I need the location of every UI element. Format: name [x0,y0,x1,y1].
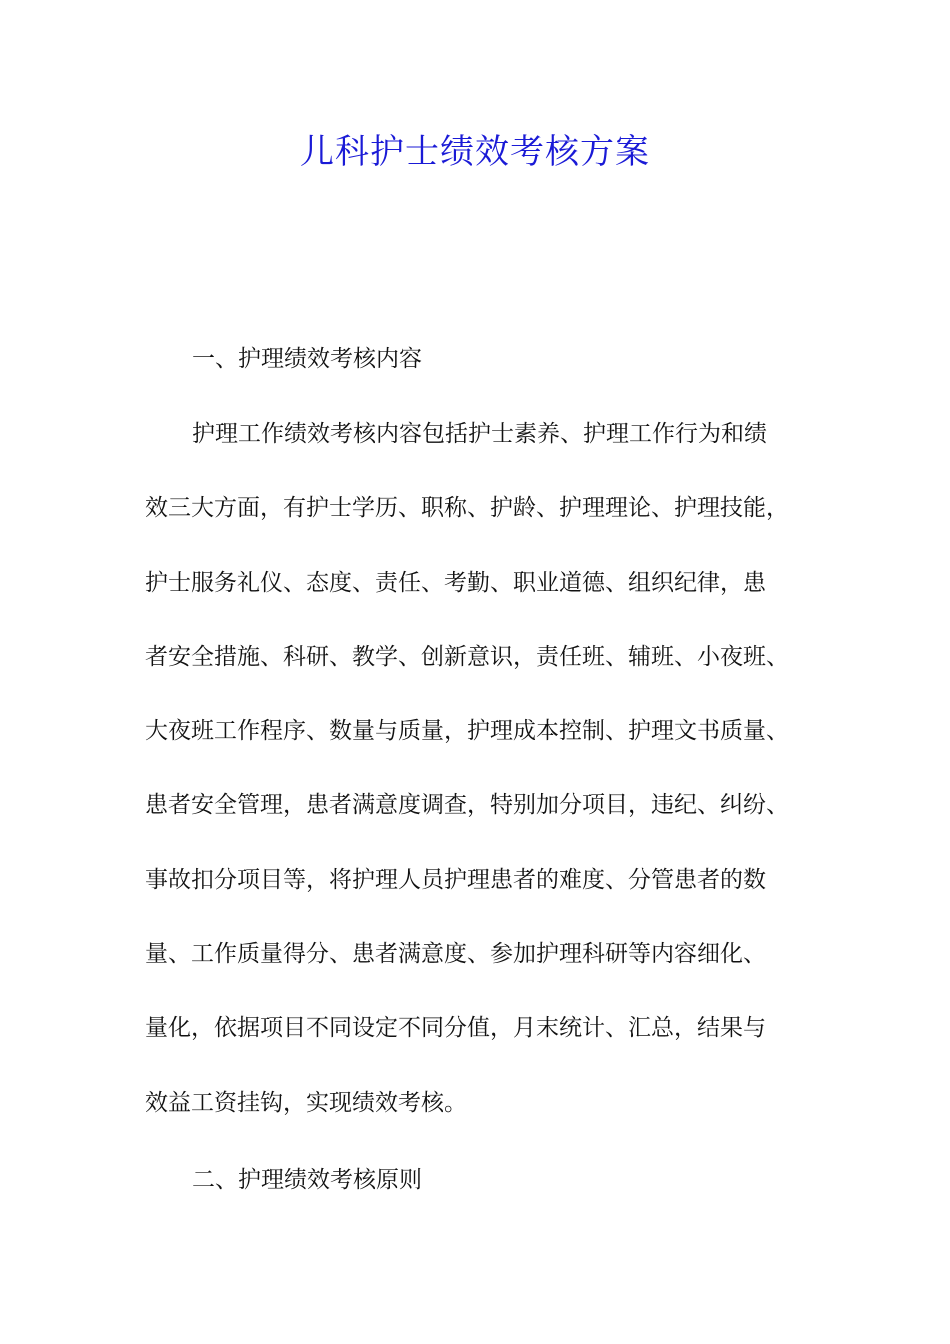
paragraph-line: 护理工作绩效考核内容包括护士素养、护理工作行为和绩 [192,421,767,447]
paragraph-line: 效益工资挂钩，实现绩效考核。 [145,1089,467,1116]
paragraph-line: 效三大方面，有护士学历、职称、护龄、护理理论、护理技能， [145,495,789,522]
paragraph-line: 护士服务礼仪、态度、责任、考勤、职业道德、组织纪律，患 [145,569,766,596]
paragraph-line: 大夜班工作程序、数量与质量，护理成本控制、护理文书质量、 [145,718,789,745]
document-title: 儿科护士绩效考核方案 [300,132,650,172]
paragraph-line: 患者安全管理，患者满意度调查，特别加分项目，违纪、纠纷、 [145,792,789,819]
section-heading-content: 一、护理绩效考核内容 [192,346,422,372]
paragraph-line: 量、工作质量得分、患者满意度、参加护理科研等内容细化、 [145,941,766,968]
section-heading-principles: 二、护理绩效考核原则 [192,1167,422,1193]
body-paragraph [145,418,825,1161]
paragraph-line: 者安全措施、科研、教学、创新意识，责任班、辅班、小夜班、 [145,643,789,670]
paragraph-line: 量化，依据项目不同设定不同分值，月末统计、汇总，结果与 [145,1015,766,1042]
paragraph-line: 事故扣分项目等，将护理人员护理患者的难度、分管患者的数 [145,866,766,893]
